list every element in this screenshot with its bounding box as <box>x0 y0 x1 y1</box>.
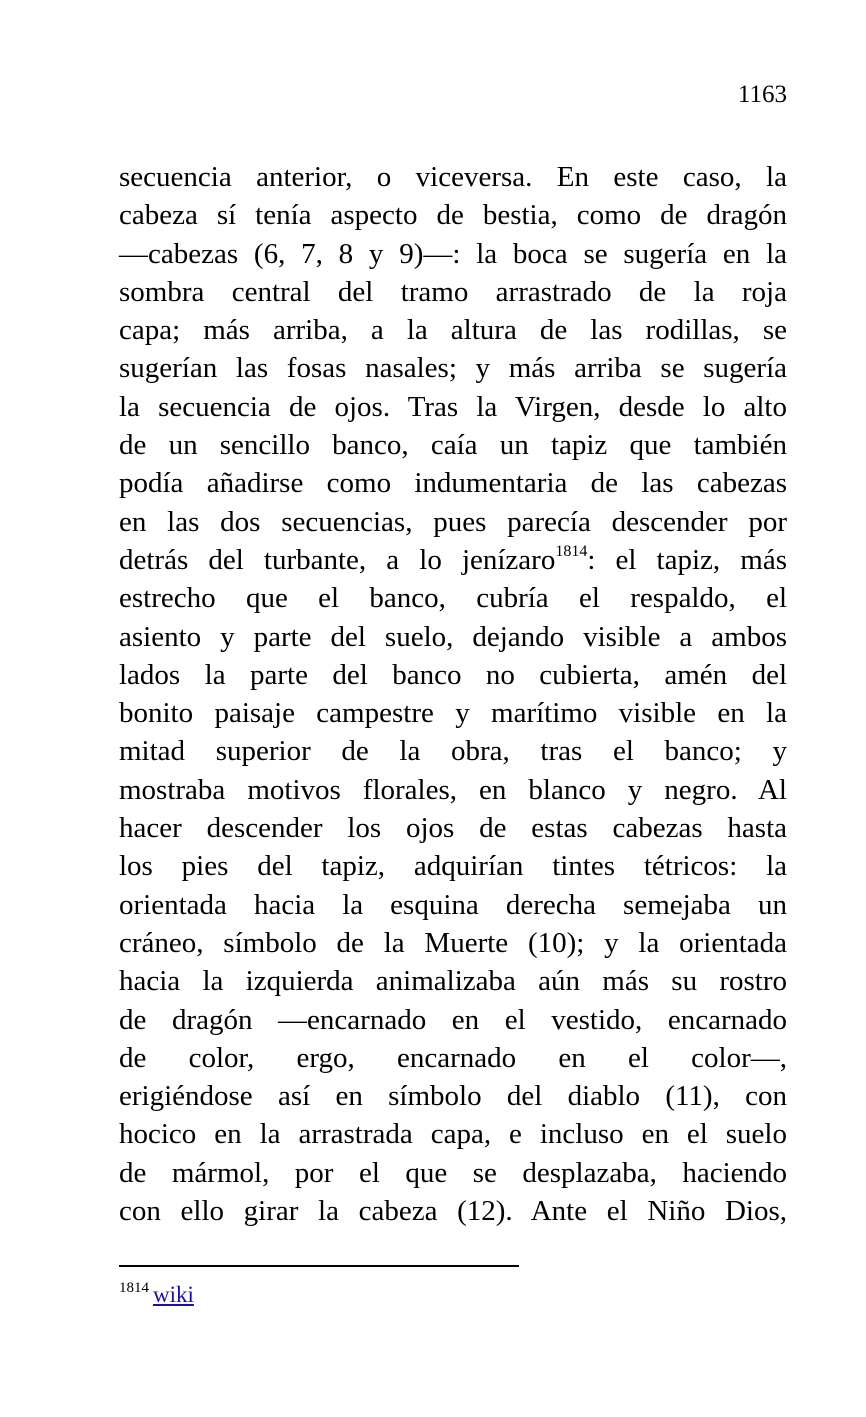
footnote-wiki-link[interactable]: wiki <box>153 1282 194 1307</box>
text-line: sugerían las fosas nasales; y más arriba se sugería <box>119 352 787 385</box>
text-line: cráneo, símbolo de la Muerte (10); y la orientada <box>119 926 787 959</box>
text-line: hacer descender los ojos de estas cabezas hasta <box>119 812 787 845</box>
text-line: hocico en la arrastrada capa, e incluso en el suelo <box>119 1118 787 1151</box>
text-line: lados la parte del banco no cubierta, amén del <box>119 658 787 691</box>
text-line: mostraba motivos florales, en blanco y negro. Al <box>119 773 787 806</box>
text-line: bonito paisaje campestre y marítimo visible en la <box>119 697 787 730</box>
text-line: de un sencillo banco, caía un tapiz que también <box>119 429 787 462</box>
text-line: estrecho que el banco, cubría el respaldo, el <box>119 582 787 615</box>
body-text <box>119 158 787 1230</box>
text-line: de dragón —encarnado en el vestido, encarnado <box>119 1003 787 1036</box>
text-line: —cabezas (6, 7, 8 y 9)—: la boca se sugería en la <box>119 237 787 270</box>
text-line: erigiéndose así en símbolo del diablo (11), con <box>119 1080 787 1113</box>
text-line: podía añadirse como indumentaria de las cabezas <box>119 467 787 500</box>
text-line: de color, ergo, encarnado en el color—, <box>119 1041 787 1074</box>
text-line: la secuencia de ojos. Tras la Virgen, desde lo alto <box>119 390 787 423</box>
text-line: asiento y parte del suelo, dejando visible a ambos <box>119 620 787 653</box>
text-segment: : el tapiz, más <box>587 543 787 576</box>
text-segment: detrás del turbante, a lo jenízaro <box>119 543 556 576</box>
text-line: capa; más arriba, a la altura de las rodillas, se <box>119 314 787 347</box>
text-line: cabeza sí tenía aspecto de bestia, como de dragón <box>119 199 787 232</box>
text-line: secuencia anterior, o viceversa. En este caso, la <box>119 161 787 193</box>
footnote-number: 1814 <box>119 1280 149 1296</box>
text-line: de mármol, por el que se desplazaba, haciendo <box>119 1156 787 1189</box>
text-line-with-footnote-ref <box>119 541 787 579</box>
footnote <box>119 1280 194 1310</box>
text-line: mitad superior de la obra, tras el banco; y <box>119 735 787 768</box>
footnote-reference[interactable]: 1814 <box>555 542 588 560</box>
text-line: con ello girar la cabeza (12). Ante el Niño Dios, <box>119 1195 787 1228</box>
text-line: sombra central del tramo arrastrado de la roja <box>119 275 787 308</box>
text-line: los pies del tapiz, adquirían tintes tétricos: la <box>119 850 787 883</box>
footnote-separator <box>119 1265 519 1267</box>
page-number: 1163 <box>737 81 787 108</box>
text-line: orientada hacia la esquina derecha semejaba un <box>119 888 787 921</box>
text-line: en las dos secuencias, pues parecía descender por <box>119 505 787 538</box>
text-line: hacia la izquierda animalizaba aún más su rostro <box>119 965 787 998</box>
